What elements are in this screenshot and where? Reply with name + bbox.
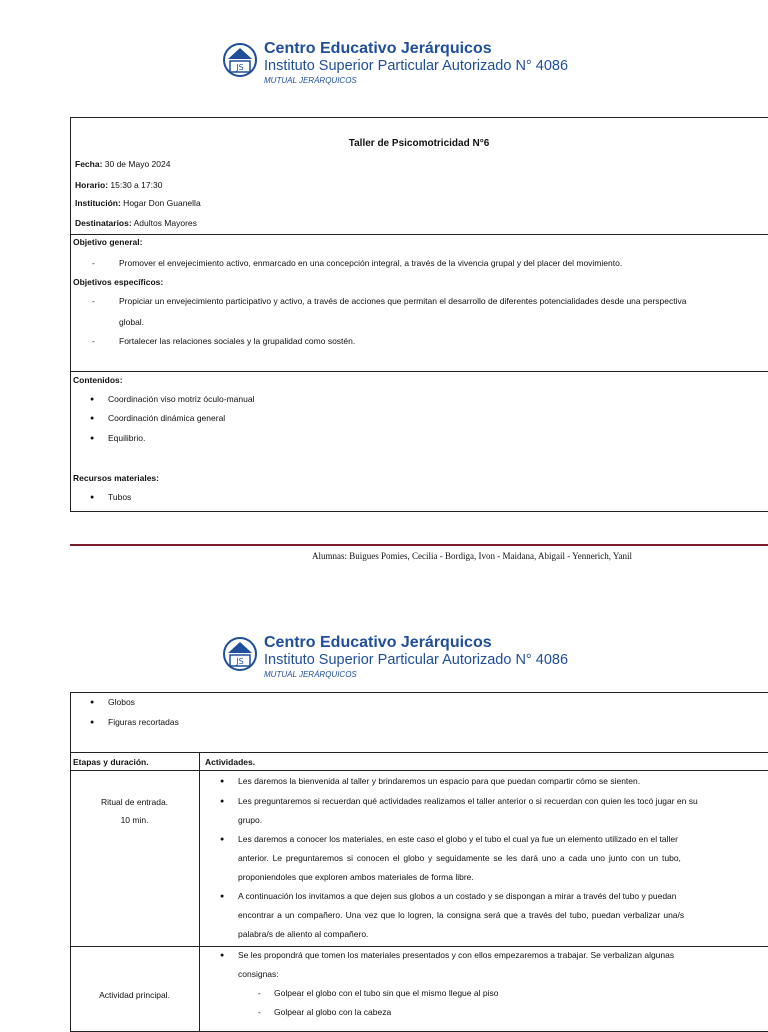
institution-header: [222, 40, 642, 88]
field-time: Horario: 15:30 a 17:30: [75, 180, 163, 190]
general-objective: - Promover el envejecimiento activo, enmarcado en una concepción integral, a través de la vivencia grupal y del placer del movimiento.: [119, 258, 622, 269]
entry-stage-name: Ritual de entrada.: [100, 797, 169, 807]
svg-text:JS: JS: [236, 63, 244, 72]
content-item: ● Equilibrio.: [108, 433, 145, 444]
workshop-info-box: [70, 117, 768, 512]
activity-line: ● A continuación los invitamos a que dejen sus globos a un costado y se dispongan a mirar a través del tubo y puedan: [238, 891, 677, 902]
field-recipients: Destinatarios: Adultos Mayores: [75, 218, 197, 228]
activity-line: palabra/s de aliento al compañero.: [238, 929, 369, 939]
institution-title: Centro Educativo Jerárquicos: [264, 40, 492, 57]
specific-objective-2: - Fortalecer las relaciones sociales y la grupalidad como sostén.: [119, 336, 355, 347]
activity-line: proponiendoles que exploren ambos materiales de forma libre.: [238, 872, 474, 882]
general-objective-label: Objetivo general:: [73, 237, 143, 247]
divider: [70, 234, 768, 235]
activity-line: encontrar a un compañero. Una vez que lo logren, la consigna será que a través del tubo, puedan verbalizar una/s: [238, 910, 685, 920]
contents-label: Contenidos:: [73, 375, 123, 385]
activity-subline: - Golpear el globo con el tubo sin que el mismo llegue al piso: [274, 988, 498, 999]
column-header-stage: Etapas y duración.: [73, 757, 149, 767]
main-stage-name: Actividad principal.: [99, 990, 170, 1000]
institution-tagline: MUTUAL JERÁRQUICOS: [264, 76, 357, 85]
table-row-border: [70, 770, 768, 771]
resource-item: ● Figuras recortadas: [108, 717, 179, 728]
activity-line: ● Les daremos la bienvenida al taller y brindaremos un espacio para que puedan compartir cómo se sienten.: [238, 776, 640, 787]
activity-line: anterior. Le preguntaremos si conocen el globo y seguidamente se les dará uno a cada uno junto con un tubo,: [238, 853, 681, 863]
institution-title: Centro Educativo Jerárquicos: [264, 634, 492, 651]
divider: [70, 371, 768, 372]
table-row-border: [70, 752, 768, 753]
institution-logo-icon: [222, 636, 258, 672]
institution-subtitle: Instituto Superior Particular Autorizado N° 4086: [264, 58, 569, 74]
table-column-border: [199, 752, 200, 1032]
institution-tagline: MUTUAL JERÁRQUICOS: [264, 670, 357, 679]
institution-header: [222, 634, 642, 682]
content-item: ● Coordinación dinámica general: [108, 413, 225, 424]
activity-line: ● Les preguntaremos si recuerdan qué actividades realizamos el taller anterior o si recuerdan con quien les tocó jugar en su: [238, 796, 698, 807]
content-item: ● Coordinación viso motriz óculo-manual: [108, 394, 254, 405]
footer-authors: Alumnas: Buigues Pomies, Cecilia - Bordiga, Ivon - Maidana, Abigail - Yennerich, Yanil: [312, 551, 632, 561]
specific-objective-1-cont: global.: [119, 317, 145, 327]
table-row-border: [70, 946, 768, 947]
resource-item: ● Globos: [108, 697, 135, 708]
activity-line: ● Se les propondrá que tomen los materiales presentados y con ellos empezaremos a trabajar. Se verbalizan algunas: [238, 950, 674, 961]
resource-item: ● Tubos: [108, 492, 131, 503]
column-header-activities: Actividades.: [205, 757, 256, 767]
svg-text:JS: JS: [236, 657, 244, 666]
activity-line: ● Les daremos a conocer los materiales, en este caso el globo y el tubo el cual ya fue un elemento utilizado en el taller: [238, 834, 678, 845]
field-institution: Institución: Hogar Don Guanella: [75, 198, 201, 208]
workshop-title: Taller de Psicomotricidad N°6: [348, 138, 490, 149]
resources-label: Recursos materiales:: [73, 473, 159, 483]
institution-subtitle: Instituto Superior Particular Autorizado N° 4086: [264, 652, 569, 668]
activity-line: consignas:: [238, 969, 279, 979]
footer-rule: [70, 544, 768, 546]
field-date: Fecha: 30 de Mayo 2024: [75, 159, 171, 169]
institution-logo-icon: [222, 42, 258, 78]
specific-objective-1: - Propiciar un envejecimiento participativo y activo, a través de acciones que permitan el desarrollo de diferentes potencialidades desde una perspectiva: [119, 296, 686, 307]
specific-objectives-label: Objetivos específicos:: [73, 277, 164, 287]
entry-stage-duration: 10 min.: [120, 815, 149, 825]
activity-subline: - Golpear al globo con la cabeza: [274, 1007, 391, 1018]
activity-line: grupo.: [238, 815, 263, 825]
